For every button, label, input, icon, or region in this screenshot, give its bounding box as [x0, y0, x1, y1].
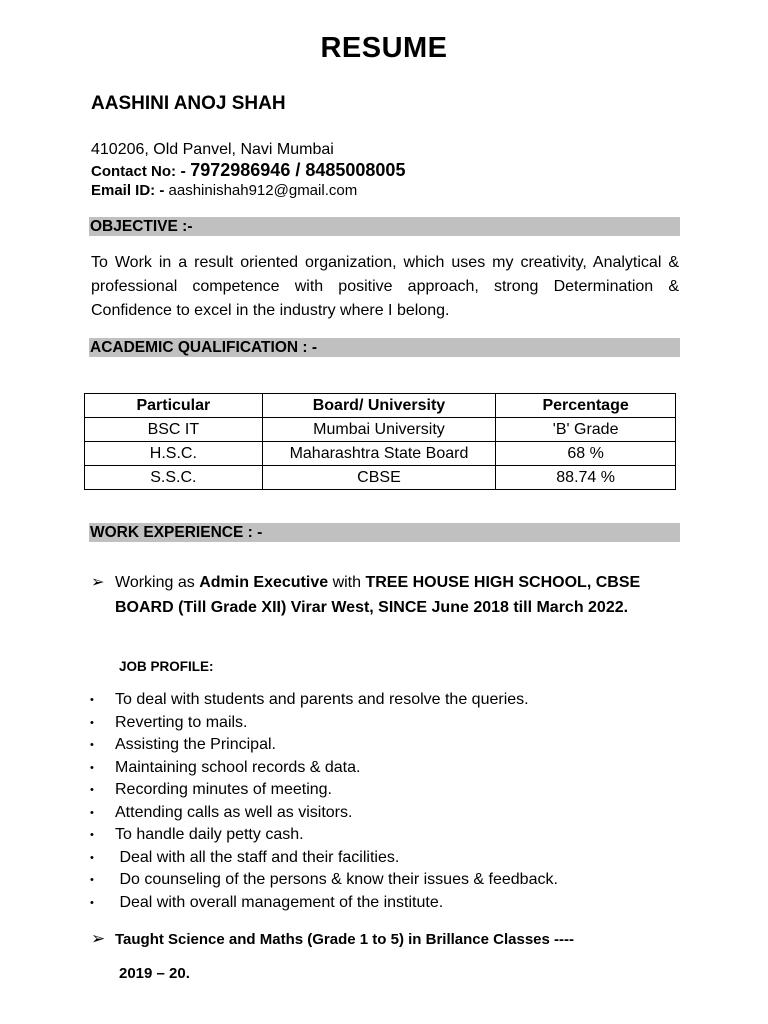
work-item-1 — [91, 571, 671, 620]
list-item — [88, 892, 558, 915]
bullet-icon: • — [90, 851, 94, 864]
table-header-row — [85, 394, 676, 418]
table-header-cell: Board/ University — [262, 394, 496, 418]
work-role: Admin Executive — [199, 574, 329, 591]
academic-heading-text: ACADEMIC QUALIFICATION : - — [90, 339, 318, 356]
address: 410206, Old Panvel, Navi Mumbai — [91, 141, 334, 158]
contact-label: Contact No: — [91, 163, 176, 180]
resume-title: RESUME — [320, 32, 448, 64]
list-item-text: Maintaining school records & data. — [115, 758, 361, 776]
list-item-text: Deal with overall management of the institute. — [115, 893, 444, 911]
arrow-bullet-icon: ➢ — [91, 574, 105, 591]
list-item — [88, 847, 558, 870]
work-experience-heading-text: WORK EXPERIENCE : - — [90, 524, 263, 541]
work-item-1-text — [115, 571, 671, 620]
bullet-icon: • — [90, 896, 94, 909]
table-cell: BSC IT — [85, 418, 263, 442]
table-cell: CBSE — [262, 466, 496, 490]
bullet-icon: • — [90, 739, 94, 751]
list-item-text: Attending calls as well as visitors. — [115, 803, 353, 821]
table-cell: S.S.C. — [85, 466, 263, 490]
objective-heading — [89, 217, 680, 236]
table-cell: Mumbai University — [262, 418, 496, 442]
table-cell: H.S.C. — [85, 442, 263, 466]
work-experience-heading — [89, 523, 680, 542]
table-cell: 68 % — [496, 442, 676, 466]
job-duties-list — [88, 689, 558, 914]
list-item — [88, 869, 558, 892]
list-item-text: Do counseling of the persons & know their issues & feedback. — [115, 871, 558, 888]
bullet-icon: • — [90, 694, 94, 706]
arrow-bullet-icon: ➢ — [91, 929, 106, 948]
list-item-text: Recording minutes of meeting. — [115, 781, 332, 798]
list-item — [88, 712, 558, 735]
bullet-icon: • — [90, 716, 94, 729]
work-item-2-text: Taught Science and Maths (Grade 1 to 5) in Brillance Classes ---- — [115, 931, 574, 948]
table-row — [85, 466, 676, 490]
contact-line — [91, 160, 405, 181]
job-profile-label: JOB PROFILE: — [119, 659, 214, 674]
list-item-text: To deal with students and parents and resolve the queries. — [115, 691, 529, 708]
candidate-name: AASHINI ANOJ SHAH — [91, 93, 286, 114]
email-line — [91, 182, 357, 199]
work-organization: TREE HOUSE HIGH SCHOOL, CBSE BOARD (Till Grade XII) Virar West, SINCE June 2018 till March 2022. — [115, 574, 641, 616]
contact-number-2: 8485008005 — [305, 160, 406, 180]
bullet-icon: • — [90, 784, 94, 796]
table-cell: 'B' Grade — [496, 418, 676, 442]
academic-heading — [89, 338, 680, 357]
email-value: aashinishah912@gmail.com — [168, 182, 358, 199]
list-item-text: To handle daily petty cash. — [115, 826, 304, 843]
list-item-text: Deal with all the staff and their facilities. — [115, 848, 400, 866]
work-item-2-year: 2019 – 20. — [119, 965, 190, 982]
list-item-text: Assisting the Principal. — [115, 736, 276, 753]
work-item-2 — [91, 929, 574, 949]
objective-text: To Work in a result oriented organization, which uses my creativity, Analytical & professional competence with positive approach, strong Determination & Confidence to excel in the industry where I belong. — [91, 254, 679, 319]
list-item — [88, 779, 558, 802]
table-row — [85, 418, 676, 442]
bullet-icon: • — [90, 806, 94, 819]
list-item-text: Reverting to mails. — [115, 713, 248, 731]
email-label: Email ID: - — [91, 182, 165, 199]
bullet-icon: • — [90, 761, 94, 774]
contact-sep: - — [176, 163, 191, 180]
contact-number-1: 7972986946 — [190, 160, 291, 180]
table-cell: Maharashtra State Board — [262, 442, 496, 466]
table-cell: 88.74 % — [496, 466, 676, 490]
list-item — [88, 802, 558, 825]
contact-sep-2: / — [290, 160, 306, 180]
table-header-cell: Percentage — [496, 394, 676, 418]
work-text-part: Working as — [115, 574, 200, 591]
list-item — [88, 689, 558, 712]
bullet-icon: • — [90, 874, 94, 886]
list-item — [88, 757, 558, 780]
academic-table — [84, 393, 676, 490]
table-header-cell: Particular — [85, 394, 263, 418]
table-row — [85, 442, 676, 466]
bullet-icon: • — [90, 829, 94, 841]
list-item — [88, 734, 558, 757]
list-item — [88, 824, 558, 847]
work-text-part: with — [328, 574, 366, 591]
objective-heading-text: OBJECTIVE :- — [90, 218, 193, 235]
